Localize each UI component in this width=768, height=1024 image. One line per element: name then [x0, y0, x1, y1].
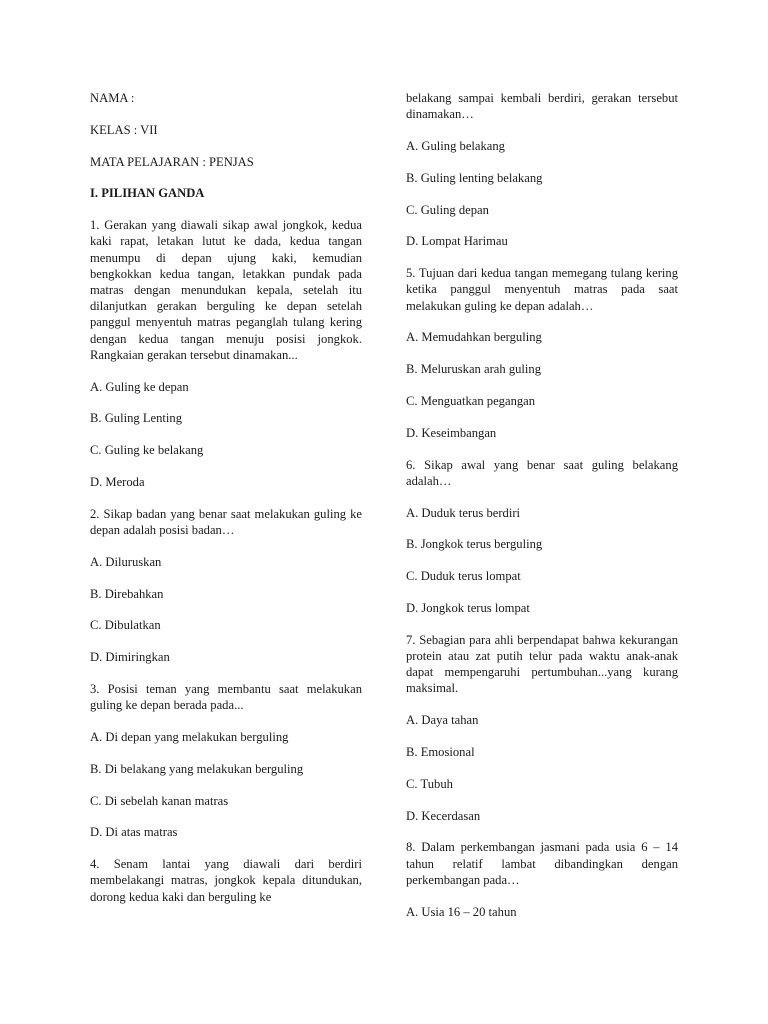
question-3-option-d: D. Di atas matras — [90, 825, 178, 840]
question-4-option-d: D. Lompat Harimau — [406, 234, 508, 249]
question-8-text: 8. Dalam perkembangan jasmani pada usia 6 – 14 tahun relatif lambat dibandingkan dengan perkembangan pada… — [406, 840, 678, 887]
question-2-option-d: D. Dimiringkan — [90, 650, 170, 665]
question-6-text: 6. Sikap awal yang benar saat guling belakang adalah… — [406, 457, 678, 488]
question-2-option-c: C. Dibulatkan — [90, 618, 161, 633]
name-field-label: NAMA : — [90, 91, 135, 105]
question-3-option-b: B. Di belakang yang melakukan berguling — [90, 761, 304, 776]
left-column — [90, 90, 362, 920]
question-3-option-a: A. Di depan yang melakukan berguling — [90, 729, 289, 744]
question-6-option-d: D. Jongkok terus lompat — [406, 600, 530, 615]
question-1-option-d: D. Meroda — [90, 475, 145, 489]
section-heading: I. PILIHAN GANDA — [90, 186, 205, 201]
question-3-text: 3. Posisi teman yang membantu saat melakukan guling ke depan berada pada... — [90, 681, 362, 713]
question-5-option-c: C. Menguatkan pegangan — [406, 393, 536, 408]
question-7-option-c: C. Tubuh — [406, 776, 453, 791]
question-8-option-a: A. Usia 16 – 20 tahun — [406, 904, 517, 919]
question-5-option-b: B. Meluruskan arah guling — [406, 362, 542, 377]
right-column — [406, 90, 678, 935]
question-6-option-b: B. Jongkok terus berguling — [406, 537, 543, 552]
question-7-text: 7. Sebagian para ahli berpendapat bahwa kekurangan protein atau zat putih telur pada waktu anak-anak dapat mempengaruhi pertumbuhan...yang kurang maksimal. — [406, 632, 678, 696]
question-2-text: 2. Sikap badan yang benar saat melakukan guling ke depan adalah posisi badan… — [90, 506, 362, 537]
question-7-option-b: B. Emosional — [406, 744, 475, 759]
question-2-option-b: B. Direbahkan — [90, 586, 164, 601]
question-7-option-d: D. Kecerdasan — [406, 808, 481, 823]
question-4-option-b: B. Guling lenting belakang — [406, 170, 543, 185]
question-1-text: 1. Gerakan yang diawali sikap awal jongkok, kedua kaki rapat, letakan lutut ke dada, kedua tangan menumpu di depan ujung kaki, kemudian bengkokkan kedua tangan, letakkan pundak pada matras dengan menundukan kepala, setelah itu dilanjutkan gerakan berguling ke depan setelah panggul menyentuh matras peganglah tulang kering dengan kedua tangan menuju posisi jongkok. Rangkaian gerakan tersebut dinamakan... — [90, 218, 362, 362]
question-5-option-d: D. Keseimbangan — [406, 425, 497, 440]
class-field-label: KELAS : VII — [90, 122, 158, 137]
question-5-text: 5. Tujuan dari kedua tangan memegang tulang kering ketika panggul menyentuh matras pada saat melakukan guling ke depan adalah… — [406, 266, 678, 313]
subject-field-label: MATA PELAJARAN : PENJAS — [90, 154, 254, 169]
question-4-option-a: A. Guling belakang — [406, 139, 505, 153]
question-1-option-b: B. Guling Lenting — [90, 411, 182, 426]
question-5-option-a: A. Memudahkan berguling — [406, 330, 542, 345]
question-4-option-c: C. Guling depan — [406, 202, 489, 217]
question-7-option-a: A. Daya tahan — [406, 713, 479, 728]
question-6-option-a: A. Duduk terus berdiri — [406, 505, 521, 520]
question-2-option-a: A. Diluruskan — [90, 554, 162, 569]
question-4-text-part1: 4. Senam lantai yang diawali dari berdiri membelakangi matras, jongkok kepala ditundukan, dorong kedua kaki dan berguling ke — [90, 857, 362, 904]
question-1-option-a: A. Guling ke depan — [90, 379, 189, 394]
question-6-option-c: C. Duduk terus lompat — [406, 569, 521, 584]
question-1-option-c: C. Guling ke belakang — [90, 443, 204, 458]
question-4-text-part2: belakang sampai kembali berdiri, gerakan tersebut dinamakan… — [406, 91, 678, 122]
question-3-option-c: C. Di sebelah kanan matras — [90, 793, 229, 808]
